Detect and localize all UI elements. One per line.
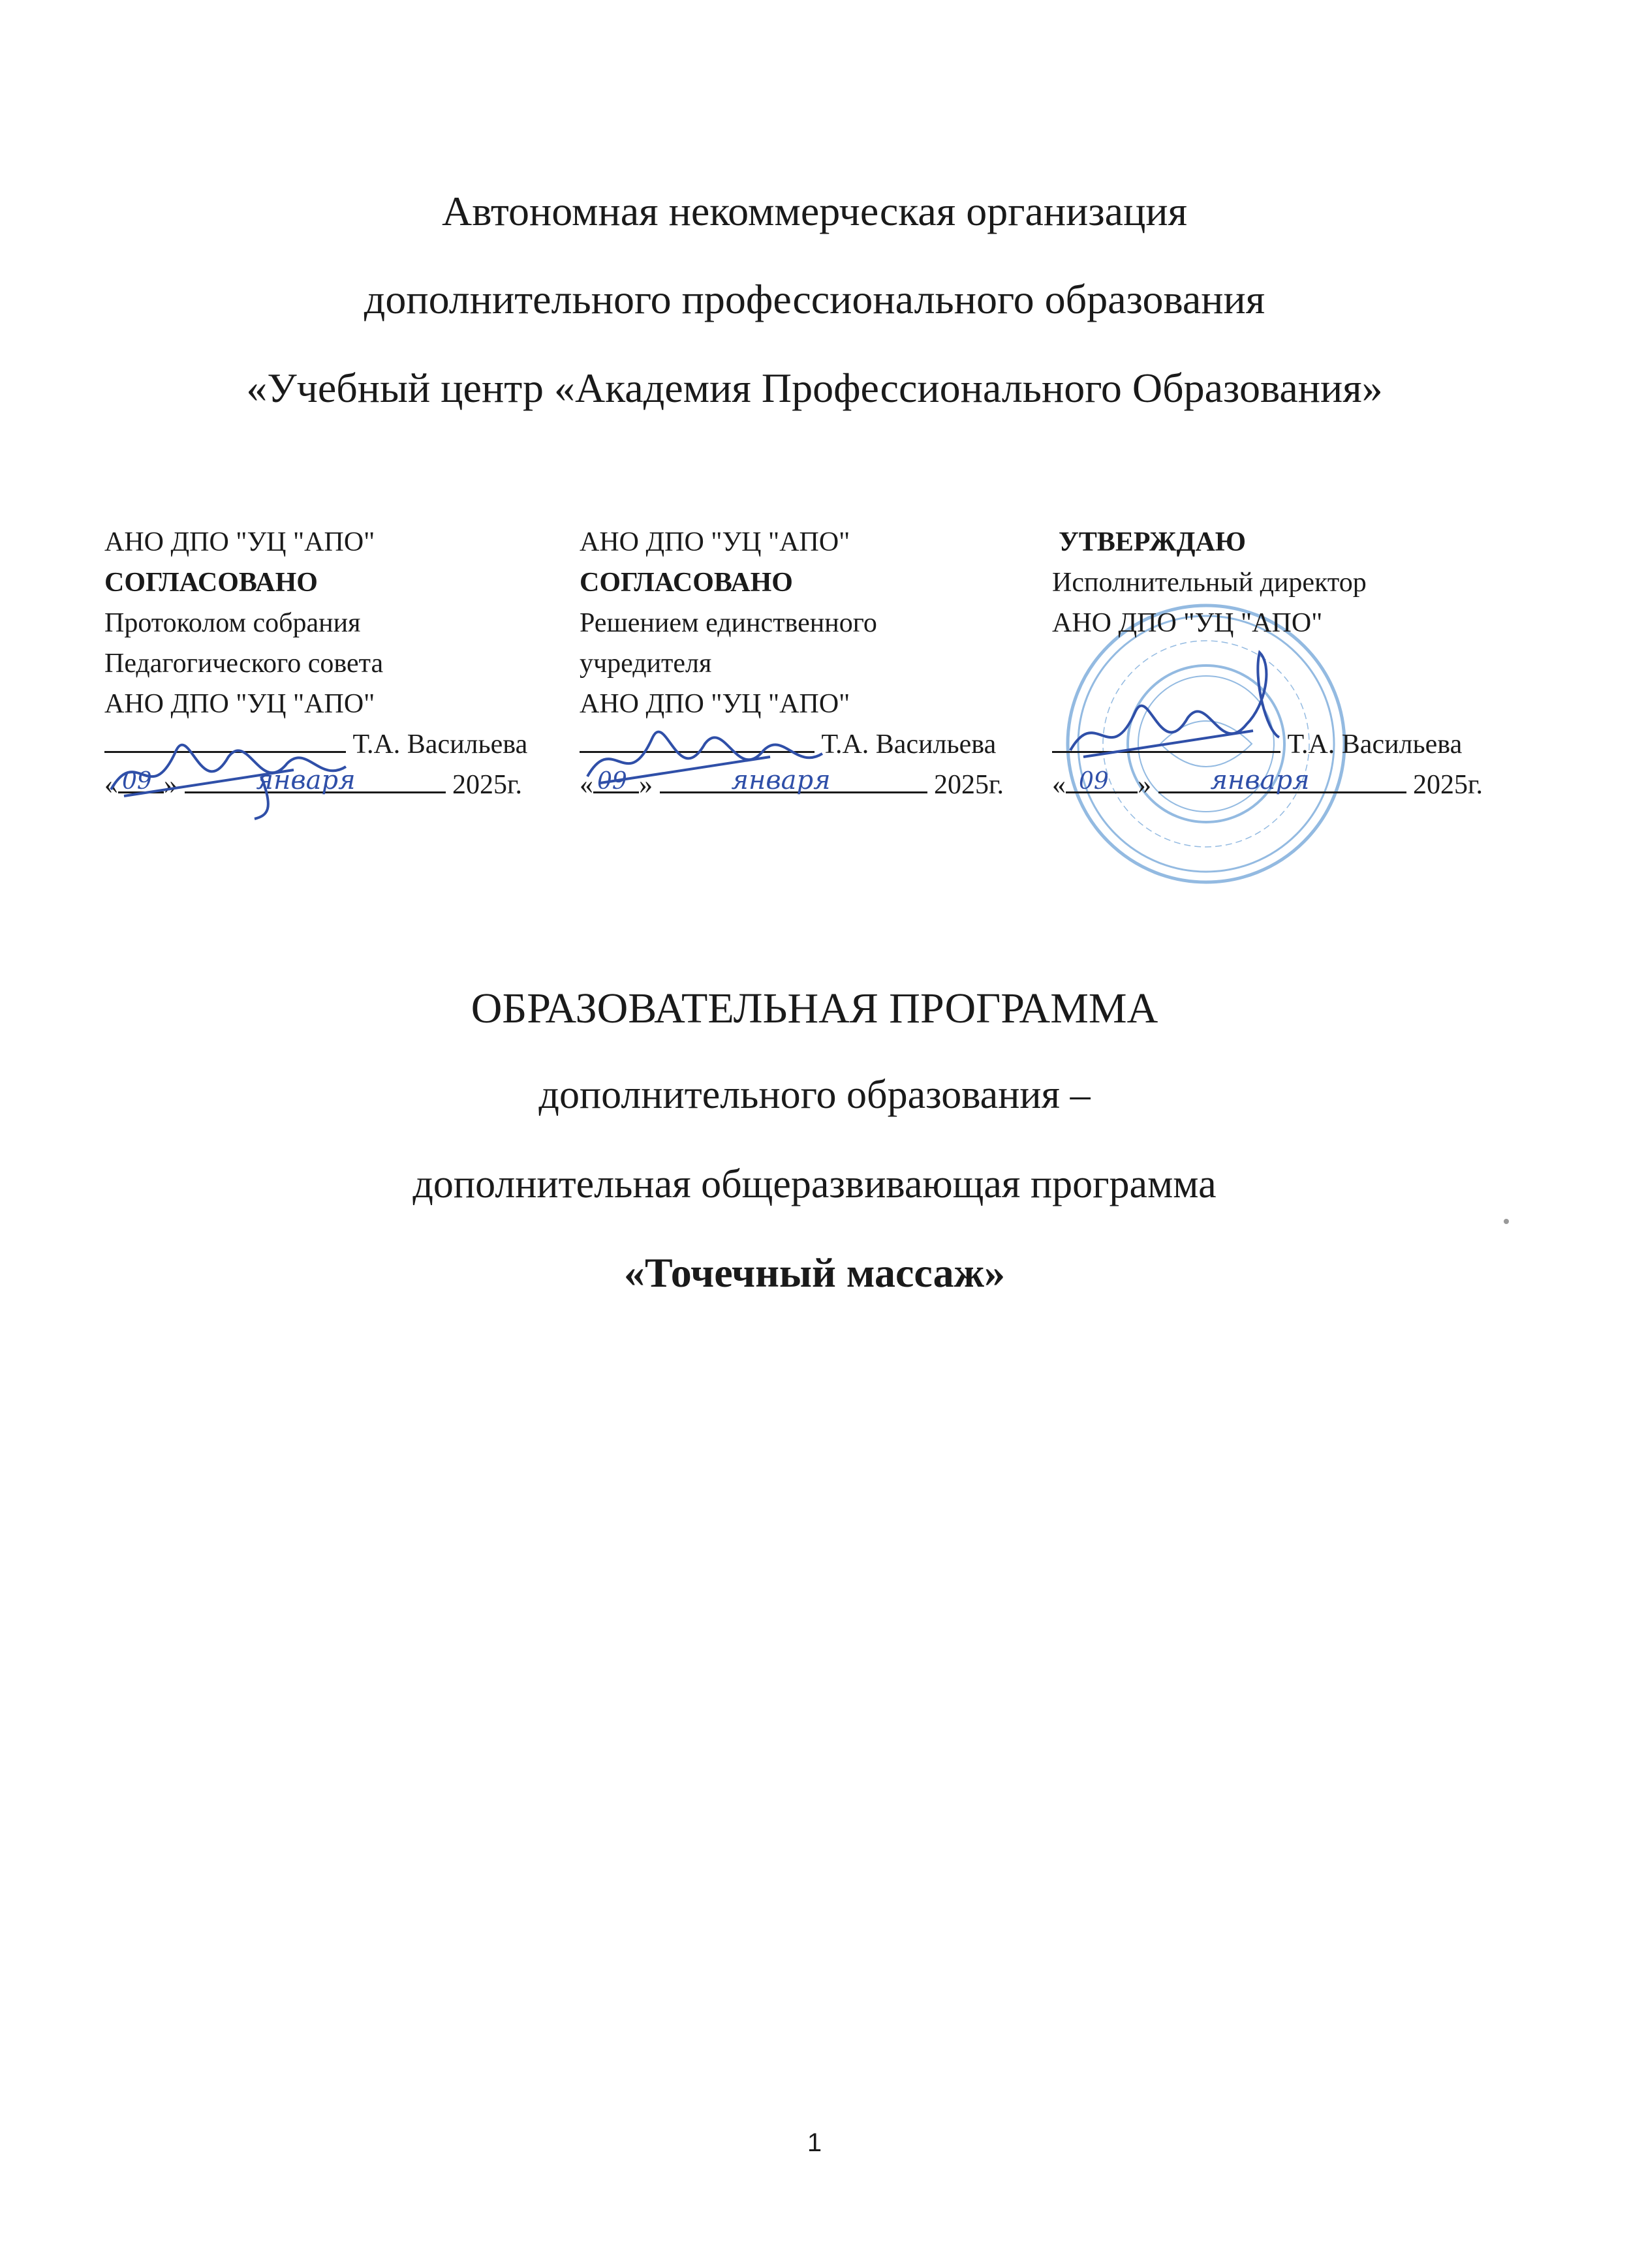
approval-body-2: учредителя — [580, 649, 712, 679]
signer-name: Т.А. Васильева — [1287, 729, 1463, 759]
approval-date: « 09 » января 2025г. — [580, 765, 1004, 805]
org-name-line-3: «Учебный центр «Академия Профессионального Образования» — [246, 365, 1383, 411]
approval-body-1: Решением единственного — [580, 608, 877, 638]
date-year: 2025г. — [934, 770, 1004, 800]
date-day: 09 — [1079, 768, 1109, 795]
approval-org-bottom: АНО ДПО "УЦ "АПО" — [1052, 608, 1323, 638]
signature-scribble-1 — [98, 705, 372, 822]
approval-date: « 09 » января 2025г. — [104, 765, 527, 805]
date-year: 2025г. — [452, 770, 522, 800]
approval-heading: УТВЕРЖДАЮ — [1059, 527, 1247, 557]
scan-speck — [1504, 1219, 1509, 1224]
program-title: ОБРАЗОВАТЕЛЬНАЯ ПРОГРАММА — [471, 985, 1158, 1032]
signer-name: Т.А. Васильева — [352, 729, 528, 759]
approval-date: « 09 » января 2025г. — [1052, 765, 1483, 805]
signature-scribble-3 — [1057, 639, 1331, 783]
page-number: 1 — [807, 2128, 822, 2157]
signer-name: Т.А. Васильева — [821, 729, 997, 759]
approval-body-1: Исполнительный директор — [1052, 568, 1367, 598]
date-day: 09 — [597, 768, 627, 795]
program-subtitle-2: дополнительная общеразвивающая программа — [412, 1162, 1217, 1206]
date-month: января — [731, 765, 831, 795]
signature-scribble-2 — [574, 692, 848, 809]
date-day: 09 — [122, 768, 152, 795]
date-year: 2025г. — [1413, 770, 1483, 800]
approval-body-2: Педагогического совета — [104, 649, 384, 679]
org-name-line-1: Автономная некоммерческая организация — [441, 188, 1188, 234]
approval-org-bottom: АНО ДПО "УЦ "АПО" — [104, 689, 375, 719]
approval-org-bottom: АНО ДПО "УЦ "АПО" — [580, 689, 850, 719]
program-name: «Точечный массаж» — [623, 1249, 1006, 1296]
approval-heading: СОГЛАСОВАНО — [104, 568, 318, 598]
approval-heading: СОГЛАСОВАНО — [580, 568, 793, 598]
approval-org-top: АНО ДПО "УЦ "АПО" — [580, 527, 850, 557]
date-month: января — [1210, 765, 1310, 795]
approval-org-top: АНО ДПО "УЦ "АПО" — [104, 527, 375, 557]
date-month: января — [256, 765, 356, 795]
org-name-line-2: дополнительного профессионального образования — [364, 276, 1265, 322]
program-subtitle-1: дополнительного образования – — [538, 1073, 1091, 1117]
approval-body-1: Протоколом собрания — [104, 608, 361, 638]
